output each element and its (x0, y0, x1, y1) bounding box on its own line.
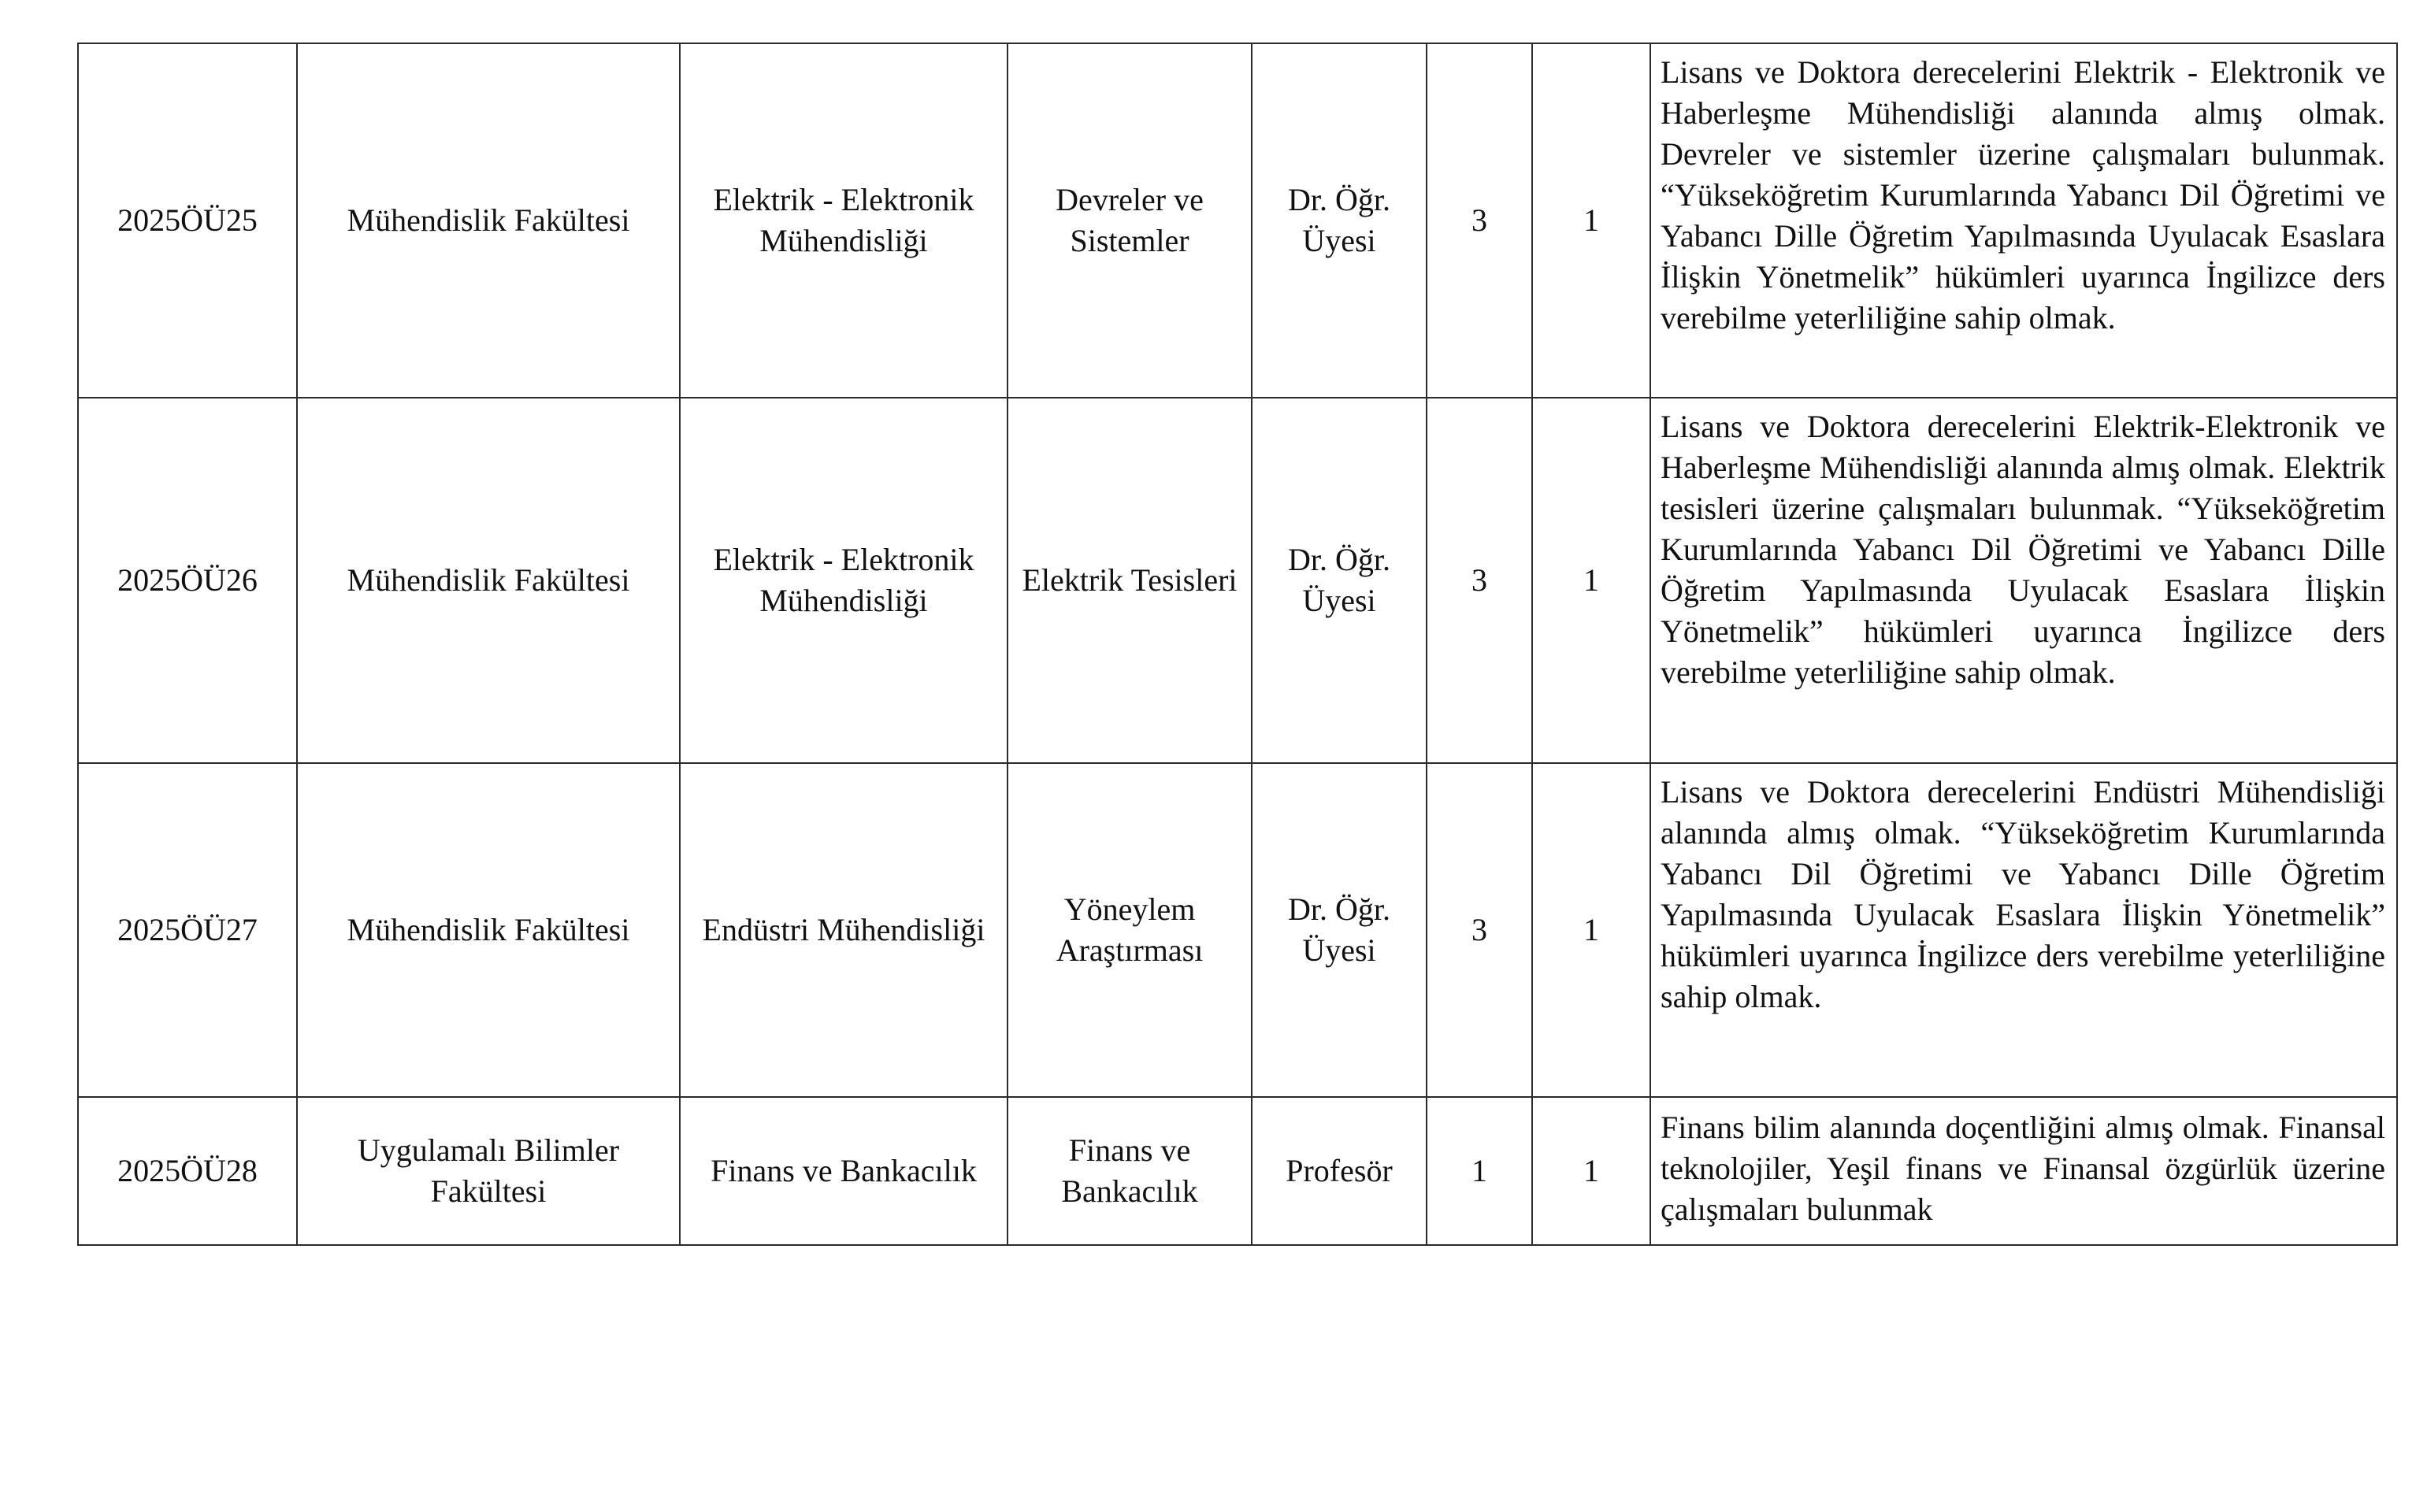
department-name: Finans ve Bankacılık (680, 1097, 1008, 1245)
position-count: 1 (1532, 1097, 1650, 1245)
staff-degree: 1 (1427, 1097, 1532, 1245)
staff-degree: 3 (1427, 398, 1532, 763)
table-row (78, 1097, 2397, 1245)
position-code: 2025ÖÜ28 (78, 1097, 297, 1245)
academic-title: Dr. Öğr. Üyesi (1252, 398, 1427, 763)
position-code: 2025ÖÜ27 (78, 763, 297, 1097)
requirements-text: Finans bilim alanında doçentliğini almış olmak. Finansal teknolojiler, Yeşil finans ve Finansal özgürlük üzerine çalışmaları bulunmak (1650, 1097, 2397, 1245)
academic-title: Dr. Öğr. Üyesi (1252, 43, 1427, 398)
department-name: Elektrik - Elektronik Mühendisliği (680, 43, 1008, 398)
table-row (78, 43, 2397, 398)
table-row (78, 763, 2397, 1097)
department-name: Elektrik - Elektronik Mühendisliği (680, 398, 1008, 763)
academic-title: Profesör (1252, 1097, 1427, 1245)
staff-degree: 3 (1427, 43, 1532, 398)
position-count: 1 (1532, 43, 1650, 398)
faculty-name: Uygulamalı Bilimler Fakültesi (297, 1097, 680, 1245)
staff-degree: 3 (1427, 763, 1532, 1097)
faculty-name: Mühendislik Fakültesi (297, 763, 680, 1097)
requirements-text: Lisans ve Doktora derecelerini Elektrik - Elektronik ve Haberleşme Mühendisliği alanında almış olmak. Devreler ve sistemler üzerine çalışmaları bulunmak. “Yükseköğretim Kurumlarında Yabancı Dil Öğretimi ve Yabancı Dille Öğretim Yapılmasında Uyulacak Esaslara İlişkin Yönetmelik” hükümleri uyarınca İngilizce ders verebilme yeterliliğine sahip olmak. (1650, 43, 2397, 398)
field-name: Yöneylem Araştırması (1008, 763, 1252, 1097)
department-name: Endüstri Mühendisliği (680, 763, 1008, 1097)
table-row (78, 398, 2397, 763)
field-name: Elektrik Tesisleri (1008, 398, 1252, 763)
field-name: Finans ve Bankacılık (1008, 1097, 1252, 1245)
position-count: 1 (1532, 398, 1650, 763)
requirements-text: Lisans ve Doktora derecelerini Endüstri Mühendisliği alanında almış olmak. “Yükseköğretim Kurumlarında Yabancı Dil Öğretimi ve Yabancı Dille Öğretim Yapılmasında Uyulacak Esaslara İlişkin Yönetmelik” hükümleri uyarınca İngilizce ders verebilme yeterliliğine sahip olmak. (1650, 763, 2397, 1097)
position-code: 2025ÖÜ26 (78, 398, 297, 763)
position-count: 1 (1532, 763, 1650, 1097)
field-name: Devreler ve Sistemler (1008, 43, 1252, 398)
position-code: 2025ÖÜ25 (78, 43, 297, 398)
faculty-name: Mühendislik Fakültesi (297, 398, 680, 763)
faculty-name: Mühendislik Fakültesi (297, 43, 680, 398)
positions-table (77, 43, 2398, 1246)
requirements-text: Lisans ve Doktora derecelerini Elektrik-Elektronik ve Haberleşme Mühendisliği alanında almış olmak. Elektrik tesisleri üzerine çalışmaları bulunmak. “Yükseköğretim Kurumlarında Yabancı Dil Öğretimi ve Yabancı Dille Öğretim Yapılmasında Uyulacak Esaslara İlişkin Yönetmelik” hükümleri uyarınca İngilizce ders verebilme yeterliliğine sahip olmak. (1650, 398, 2397, 763)
academic-title: Dr. Öğr. Üyesi (1252, 763, 1427, 1097)
